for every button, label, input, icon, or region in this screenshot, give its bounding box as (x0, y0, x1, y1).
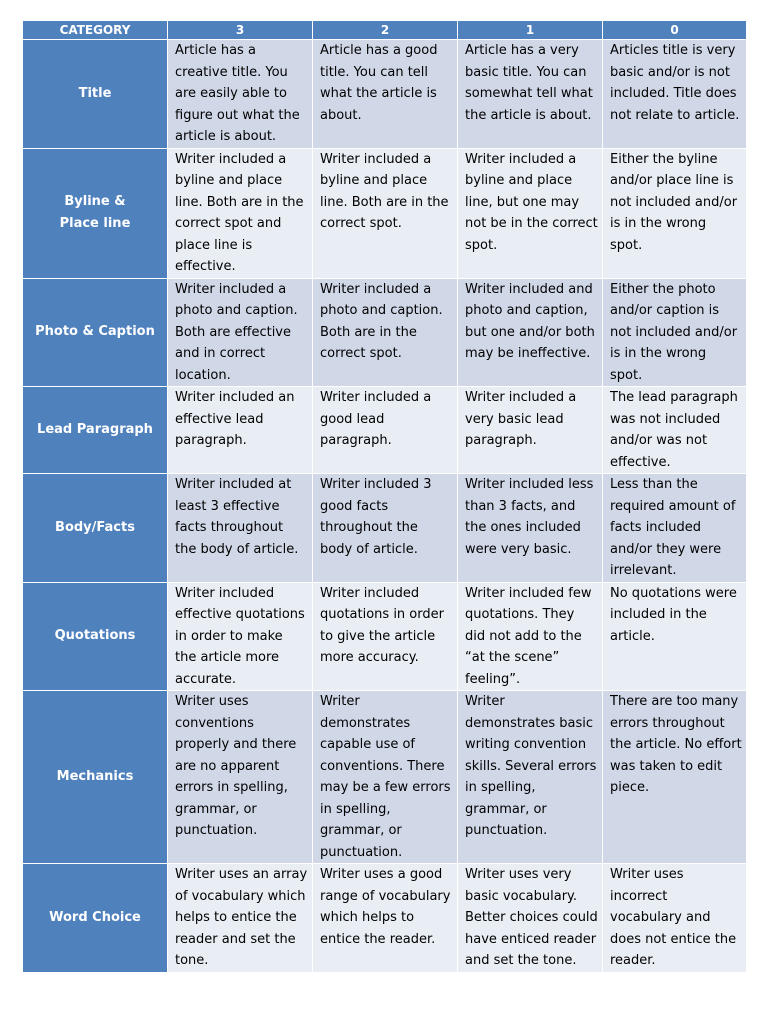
table-row (23, 474, 747, 583)
table-row (23, 148, 747, 278)
cell-text: Writer included an effective lead paragraph. (175, 390, 295, 448)
cell-text: Writer included a byline and place line. Both are in the correct spot and place line is effective. (175, 151, 304, 274)
table-row (23, 387, 747, 474)
cell-text: Writer uses an array of vocabulary which helps to entice the reader and set the tone. (175, 867, 308, 968)
table-cell (313, 278, 458, 387)
table-cell (458, 148, 603, 278)
table-cell (603, 582, 747, 691)
cell-text: Writer uses conventions properly and there are no apparent errors in spelling, grammar, or punctuation. (175, 694, 297, 838)
cell-text: Either the byline and/or place line is not included and/or is in the wrong spot. (610, 151, 738, 253)
table-cell (168, 474, 313, 583)
category-label: Byline & Place line (59, 194, 131, 231)
category-label: Lead Paragraph (37, 422, 153, 437)
table-cell (458, 864, 603, 973)
category-cell (23, 387, 168, 474)
category-label: Photo & Caption (35, 324, 155, 340)
cell-text: Writer uses a good range of vocabulary which helps to entice the reader. (320, 867, 451, 947)
table-cell (313, 691, 458, 864)
table-cell (168, 387, 313, 474)
cell-text: Articles title is very basic and/or is not included. Title does not relate to article. (610, 43, 740, 123)
cell-text: Writer included a byline and place line. Both are in the correct spot. (320, 151, 449, 231)
cell-text: Less than the required amount of facts included and/or they were irrelevant. (610, 477, 736, 578)
table-cell (603, 691, 747, 864)
table-cell (458, 474, 603, 583)
cell-text: Writer included a byline and place line, but one may not be in the correct spot. (465, 151, 598, 253)
cell-text: Writer included a photo and caption. Both are effective and in correct location. (175, 281, 298, 383)
table-cell (458, 278, 603, 387)
cell-text: Writer included a very basic lead paragraph. (465, 390, 577, 448)
table-cell (603, 148, 747, 278)
table-cell (313, 40, 458, 149)
table-cell (458, 691, 603, 864)
cell-text: Writer included a photo and caption. Both are in the correct spot. (320, 281, 443, 361)
cell-text: Article has a very basic title. You can somewhat tell what the article is about. (465, 43, 593, 123)
category-cell (23, 582, 168, 691)
table-row (23, 278, 747, 387)
category-label: Quotations (54, 628, 136, 644)
table-row (23, 864, 747, 973)
table-cell (168, 148, 313, 278)
table-cell (313, 148, 458, 278)
category-cell (23, 864, 168, 973)
cell-text: Article has a good title. You can tell what the article is about. (320, 43, 438, 123)
cell-text: There are too many errors throughout the article. No effort was taken to edit piece. (610, 694, 742, 795)
table-cell (168, 40, 313, 149)
category-label: Word Choice (49, 909, 141, 925)
cell-text: Writer demonstrates capable use of conventions. There may be a few errors in spelling, grammar, or punctuation. (320, 694, 451, 860)
table-cell (458, 582, 603, 691)
table-cell (168, 582, 313, 691)
header-score-2: 2 (313, 21, 458, 40)
cell-text: Writer included and photo and caption, but one and/or both may be ineffective. (465, 281, 595, 361)
header-category: CATEGORY (23, 21, 168, 40)
table-cell (458, 40, 603, 149)
cell-text: Writer included less than 3 facts, and the ones included were very basic. (465, 477, 594, 557)
table-cell (603, 387, 747, 474)
table-cell (313, 864, 458, 973)
cell-text: Writer included quotations in order to give the article more accuracy. (320, 585, 444, 665)
cell-text: Writer included 3 good facts throughout the body of article. (320, 477, 432, 557)
header-score-0: 0 (603, 21, 747, 40)
table-cell (313, 474, 458, 583)
cell-text: Writer included at least 3 effective facts throughout the body of article. (175, 477, 299, 557)
table-cell (458, 387, 603, 474)
header-score-3: 3 (168, 21, 313, 40)
category-cell (23, 148, 168, 278)
category-label: Body/Facts (55, 519, 135, 535)
category-cell (23, 278, 168, 387)
header-row (23, 21, 747, 40)
cell-text: Article has a creative title. You are easily able to figure out what the article is about. (175, 43, 300, 144)
table-cell (168, 278, 313, 387)
category-cell (23, 40, 168, 149)
table-cell (313, 582, 458, 691)
cell-text: Writer demonstrates basic writing convention skills. Several errors in spelling, grammar, or punctuation. (465, 694, 597, 838)
cell-text: Writer included few quotations. They did not add to the “at the scene” feeling”. (465, 585, 592, 687)
cell-text: Writer uses very basic vocabulary. Better choices could have enticed reader and set the tone. (465, 867, 598, 968)
table-row (23, 40, 747, 149)
table-cell (313, 387, 458, 474)
table-cell (603, 864, 747, 973)
table-row (23, 691, 747, 864)
category-cell (23, 691, 168, 864)
cell-text: Writer included a good lead paragraph. (320, 390, 432, 448)
cell-text: Writer included effective quotations in order to make the article more accurate. (175, 585, 305, 687)
header-score-1: 1 (458, 21, 603, 40)
rubric-table (22, 20, 747, 973)
cell-text: Writer uses incorrect vocabulary and does not entice the reader. (610, 867, 737, 968)
table-cell (168, 691, 313, 864)
cell-text: No quotations were included in the article. (610, 585, 737, 644)
table-cell (603, 278, 747, 387)
table-cell (168, 864, 313, 973)
table-cell (603, 40, 747, 149)
category-cell (23, 474, 168, 583)
cell-text: The lead paragraph was not included and/or was not effective. (610, 390, 738, 470)
table-cell (603, 474, 747, 583)
category-label: Title (78, 85, 112, 101)
category-label: Mechanics (56, 769, 134, 784)
table-row (23, 582, 747, 691)
cell-text: Either the photo and/or caption is not included and/or is in the wrong spot. (610, 281, 738, 383)
